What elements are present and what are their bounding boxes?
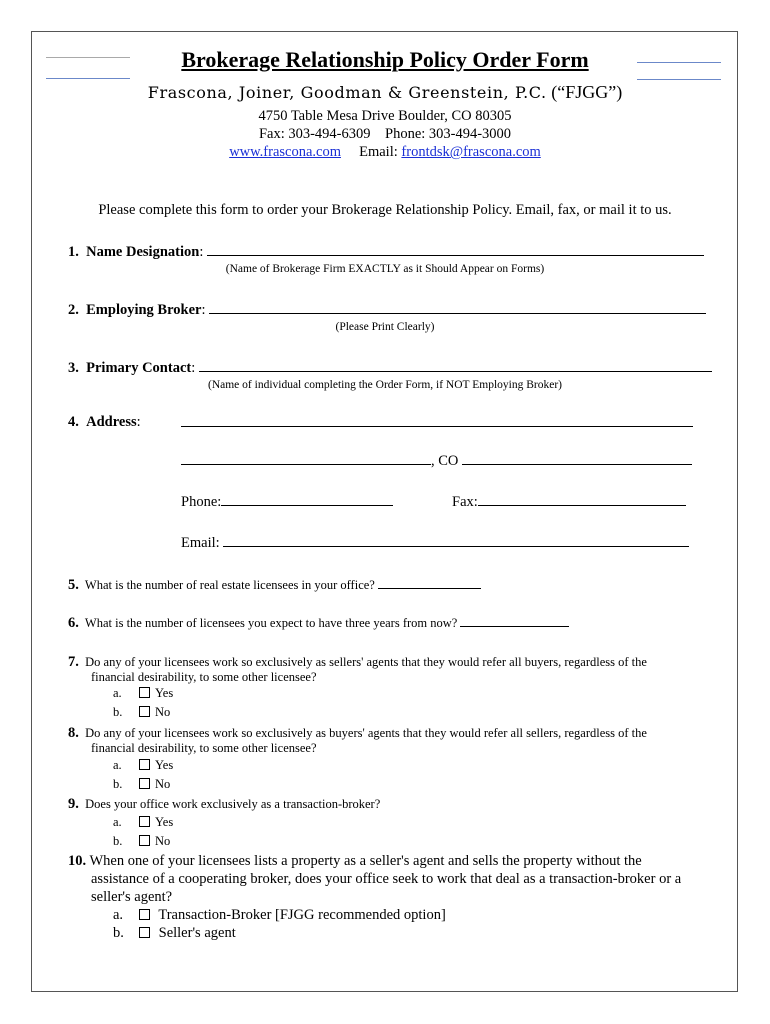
phone-field[interactable] — [221, 493, 393, 506]
firm-abbrev: (“FJGG”) — [551, 82, 623, 102]
option-label: Yes — [155, 815, 174, 829]
option-label: Transaction-Broker [FJGG recommended option] — [158, 907, 446, 923]
q2-number: 2. — [68, 302, 79, 318]
q2-label: Employing Broker — [86, 302, 202, 318]
checkbox[interactable] — [139, 927, 150, 938]
employing-broker-field[interactable] — [209, 301, 706, 314]
checkbox[interactable] — [139, 816, 150, 827]
q9-row — [68, 796, 380, 813]
address-line-2 — [181, 452, 692, 470]
q10-text-line2: assistance of a cooperating broker, does your office seek to work that deal as a transaction-broker or a — [91, 871, 682, 887]
fax-field[interactable] — [478, 493, 686, 506]
q4-row: 4. Address: — [68, 414, 141, 430]
q5-number: 5. — [68, 577, 79, 593]
q7-option-no[interactable] — [113, 705, 170, 720]
firm-fax: Fax: 303-494-6309 — [258, 126, 371, 142]
option-label: No — [155, 777, 171, 791]
option-label: No — [155, 834, 171, 848]
office-email-label: Email: — [181, 535, 220, 551]
q1-label: Name Designation — [86, 244, 200, 260]
q2-hint: (Please Print Clearly) — [335, 321, 435, 333]
q10-text-line3: seller's agent? — [91, 889, 173, 905]
option-letter: a. — [113, 686, 122, 700]
q6-row — [68, 614, 569, 632]
q7-text-line1: Do any of your licensees work so exclusively as sellers' agents that they would refer all buyers, regardless of the — [85, 655, 647, 669]
option-label: Yes — [155, 758, 174, 772]
q4-number: 4. — [68, 414, 79, 430]
q1-row: 1. Name Designation: — [68, 243, 704, 261]
firm-name: Frascona, Joiner, Goodman & Greenstein, P.C. — [147, 83, 547, 102]
q3-label: Primary Contact — [86, 360, 192, 376]
future-licensee-count-field[interactable] — [460, 614, 569, 627]
q1-hint: (Name of Brokerage Firm EXACTLY as it Should Appear on Forms) — [225, 263, 545, 275]
checkbox[interactable] — [139, 706, 150, 717]
q3-row: 3. Primary Contact: — [68, 359, 712, 377]
q7-row — [68, 654, 647, 671]
q4-label: Address — [86, 414, 137, 430]
firm-web-line — [0, 144, 770, 161]
page-title: Brokerage Relationship Policy Order Form — [181, 47, 589, 72]
q10-row — [68, 853, 642, 870]
checkbox[interactable] — [139, 687, 150, 698]
firm-contact-numbers — [0, 126, 770, 143]
checkbox[interactable] — [139, 759, 150, 770]
option-letter: a. — [113, 815, 122, 829]
q7-number: 7. — [68, 654, 79, 670]
q9-option-no[interactable] — [113, 834, 170, 849]
website-link[interactable]: www.frascona.com — [229, 144, 341, 160]
checkbox[interactable] — [139, 778, 150, 789]
q10-text-line1: When one of your licensees lists a property as a seller's agent and sells the property without the — [89, 853, 642, 869]
q10-option-sellers-agent[interactable] — [113, 925, 236, 942]
option-letter: b. — [113, 925, 124, 941]
corner-rule-top-right-2 — [637, 79, 721, 80]
q3-hint: (Name of individual completing the Order Form, if NOT Employing Broker) — [208, 379, 562, 391]
email-link[interactable]: frontdsk@frascona.com — [401, 144, 541, 160]
option-letter: b. — [113, 777, 123, 791]
option-letter: a. — [113, 907, 124, 923]
state-label: , CO — [431, 453, 459, 469]
intro-text: Please complete this form to order your Brokerage Relationship Policy. Email, fax, or mail it to us. — [98, 202, 672, 218]
q9-option-yes[interactable] — [113, 815, 173, 830]
phone-label: Phone: — [181, 494, 222, 510]
option-letter: a. — [113, 758, 122, 772]
firm-phone: Phone: 303-494-3000 — [385, 126, 512, 142]
q6-number: 6. — [68, 615, 79, 631]
option-label: Seller's agent — [158, 925, 236, 941]
option-letter: b. — [113, 834, 123, 848]
fax-row — [452, 493, 686, 511]
zip-field[interactable] — [462, 452, 692, 465]
q9-number: 9. — [68, 796, 79, 812]
q7-option-yes[interactable] — [113, 686, 173, 701]
option-letter: b. — [113, 705, 123, 719]
address-line-1 — [181, 414, 693, 432]
firm-heading — [0, 82, 770, 103]
licensee-count-field[interactable] — [378, 576, 481, 589]
street-field[interactable] — [181, 414, 693, 427]
option-label: Yes — [155, 686, 174, 700]
q2-row: 2. Employing Broker: — [68, 301, 706, 319]
q7-text-line2: financial desirability, to some other licensee? — [91, 670, 317, 684]
corner-rule-top-left-2 — [46, 78, 130, 79]
phone-row — [181, 493, 393, 511]
q3-number: 3. — [68, 360, 79, 376]
fax-label: Fax: — [452, 494, 478, 510]
email-field[interactable] — [223, 534, 689, 547]
option-label: No — [155, 705, 171, 719]
email-row — [181, 534, 689, 552]
q8-text-line1: Do any of your licensees work so exclusively as buyers' agents that they would refer all sellers, regardless of the — [85, 726, 647, 740]
primary-contact-field[interactable] — [199, 359, 712, 372]
q5-text: What is the number of real estate licensees in your office? — [84, 578, 375, 592]
city-field[interactable] — [181, 452, 431, 465]
q9-text: Does your office work exclusively as a transaction-broker? — [85, 797, 381, 811]
q6-text: What is the number of licensees you expect to have three years from now? — [84, 616, 458, 630]
q10-number: 10. — [68, 853, 87, 869]
name-designation-field[interactable] — [207, 243, 704, 256]
email-label: Email: — [359, 144, 398, 160]
checkbox[interactable] — [139, 835, 150, 846]
q8-number: 8. — [68, 725, 79, 741]
checkbox[interactable] — [139, 909, 150, 920]
q8-row — [68, 725, 647, 742]
q5-row — [68, 576, 481, 594]
firm-address: 4750 Table Mesa Drive Boulder, CO 80305 — [258, 108, 512, 124]
q8-text-line2: financial desirability, to some other licensee? — [91, 741, 317, 755]
q10-option-transaction-broker[interactable] — [113, 907, 446, 924]
q8-option-yes[interactable] — [113, 758, 173, 773]
q1-number: 1. — [68, 244, 79, 260]
q8-option-no[interactable] — [113, 777, 170, 792]
